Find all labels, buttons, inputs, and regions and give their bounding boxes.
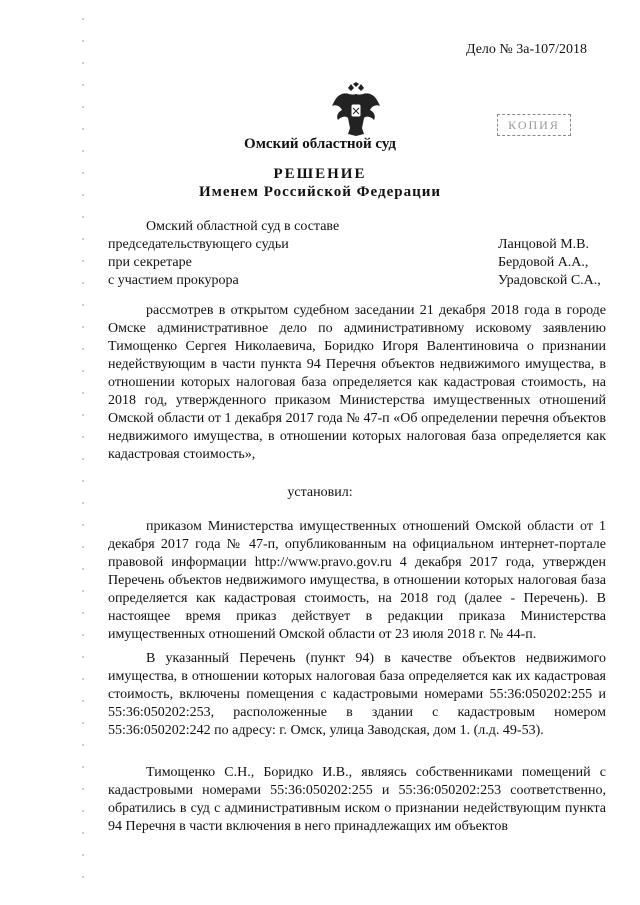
composition-row xyxy=(108,272,608,290)
paragraph-order: приказом Министерства имущественных отношений Омской области от 1 декабря 2017 года № 47-п, опубликованным на официальном интернет-портале правовой информации http://www.pravo.gov.ru 4 декабря 2017 года, утвержден Перечень объектов недвижимого имущества, в отношении которых налоговая база определяется как кадастровая стоимость, на 2018 год (далее - Перечень). В настоящее время приказ действует в редакции приказа Министерства имущественных отношений Омской области от 23 июля 2018 г. № 44-п. xyxy=(108,519,606,642)
composition-role: при секретаре xyxy=(108,255,192,270)
composition-name: Урадовской С.А., xyxy=(498,273,601,288)
decision-subtitle: Именем Российской Федерации xyxy=(198,184,442,200)
paragraph-considered: рассмотрев в открытом судебном заседании 21 декабря 2018 года в городе Омске административное дело по административному исковому заявлению Тимощенко Сергея Николаевича, Боридко Игоря Валентиновича о признании недействующим в части пункта 94 Перечня объектов недвижимого имущества, в отношении которых налоговая база определяется как кадастровая стоимость, на 2018 год, утвержденного приказом Министерства имущественных отношений Омской области от 1 декабря 2017 года № 47-п «Об определении перечня объектов недвижимого имущества, в отношении которых налоговая база определяется как кадастровая стоимость», xyxy=(108,303,606,462)
court-name: Омский областной суд xyxy=(244,136,396,152)
composition-role: председательствующего судьи xyxy=(108,237,289,252)
decision-title: РЕШЕНИЕ xyxy=(273,166,367,182)
composition-name: Бердовой А.А., xyxy=(498,255,589,270)
composition-row xyxy=(108,254,608,272)
copy-stamp: КОПИЯ xyxy=(497,114,571,136)
case-number: Дело № 3а-107/2018 xyxy=(466,42,588,57)
paragraph-list-item: В указанный Перечень (пункт 94) в качестве объектов недвижимого имущества, в отношении которых налоговая база определяется как их кадастровая стоимость, включены помещения с кадастровыми номерами 55:36:050202:255 и 55:36:050202:253, расположенные в здании с кадастровым номером 55:36:050202:242 по адресу: г. Омск, улица Заводская, дом 1. (л.д. 49-53). xyxy=(108,651,606,738)
composition-name: Ланцовой М.В. xyxy=(498,237,589,252)
composition-role: с участием прокурора xyxy=(108,273,239,288)
established-heading: установил: xyxy=(287,485,353,500)
court-composition xyxy=(108,218,608,290)
composition-row xyxy=(108,236,608,254)
coat-of-arms-emblem xyxy=(330,82,382,138)
paragraph-claim: Тимощенко С.Н., Боридко И.В., являясь собственниками помещений с кадастровыми номерами 55:36:050202:255 и 55:36:050202:253 соответственно, обратились в суд с административным иском о признании недействующим пункта 94 Перечня в части включения в него принадлежащих им объектов xyxy=(108,765,606,834)
composition-intro: Омский областной суд в составе xyxy=(146,219,340,234)
